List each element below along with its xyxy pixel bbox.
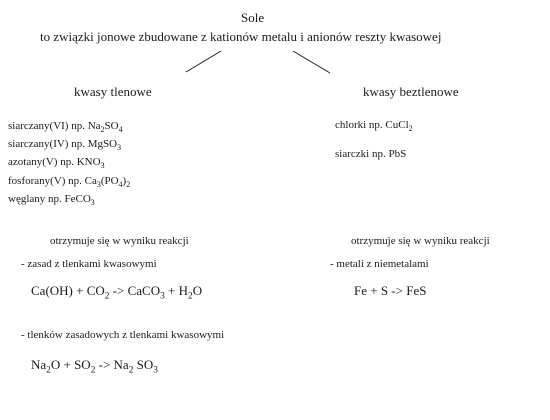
method-heading-right: otrzymuje się w wyniku reakcji (351, 235, 490, 247)
example-sulfides: siarczki np. PbS (335, 148, 407, 160)
method-bases-acidic-oxides: - zasad z tlenkami kwasowymi (21, 258, 157, 270)
heading-non-oxy-acids: kwasy beztlenowe (363, 84, 459, 99)
method-metals-nonmetals: - metali z niemetalami (330, 258, 429, 270)
branch-line-left (186, 51, 221, 72)
method-basic-acidic-oxides: - tlenków zasadowych z tlenkami kwasowymi (21, 329, 225, 341)
example-carbonates: węglany np. FeCO$_3$ (8, 193, 95, 207)
title: Sole (241, 10, 265, 25)
equation-na2so3: $Na_2O + SO_2 -> Na_2$ $SO_3$ (31, 357, 158, 376)
heading-oxy-acids: kwasy tlenowe (74, 84, 152, 99)
method-heading-left: otrzymuje się w wyniku reakcji (50, 235, 189, 247)
example-sulfates-iv: siarczany(IV) np. MgSO$_3$ (8, 138, 122, 152)
equation-fes: Fe + S -> FeS (354, 283, 427, 298)
example-chlorides: chlorki np. CuCl$_2$ (335, 119, 413, 133)
equation-caco3: $Ca(OH) + CO_2$ -> CaCO$_3$ + $H_2O$ (31, 283, 203, 302)
example-sulfates-vi: siarczany(VI) np. $Na_2SO_4$ (8, 120, 123, 134)
example-phosphates: fosforany(V) np. $Ca_3(PO_4)_2$ (8, 175, 131, 189)
definition: to związki jonowe zbudowane z kationów metalu i anionów reszty kwasowej (40, 29, 442, 44)
example-nitrates: azotany(V) np. $KNO_3$ (8, 156, 105, 170)
branch-line-right (293, 51, 330, 73)
